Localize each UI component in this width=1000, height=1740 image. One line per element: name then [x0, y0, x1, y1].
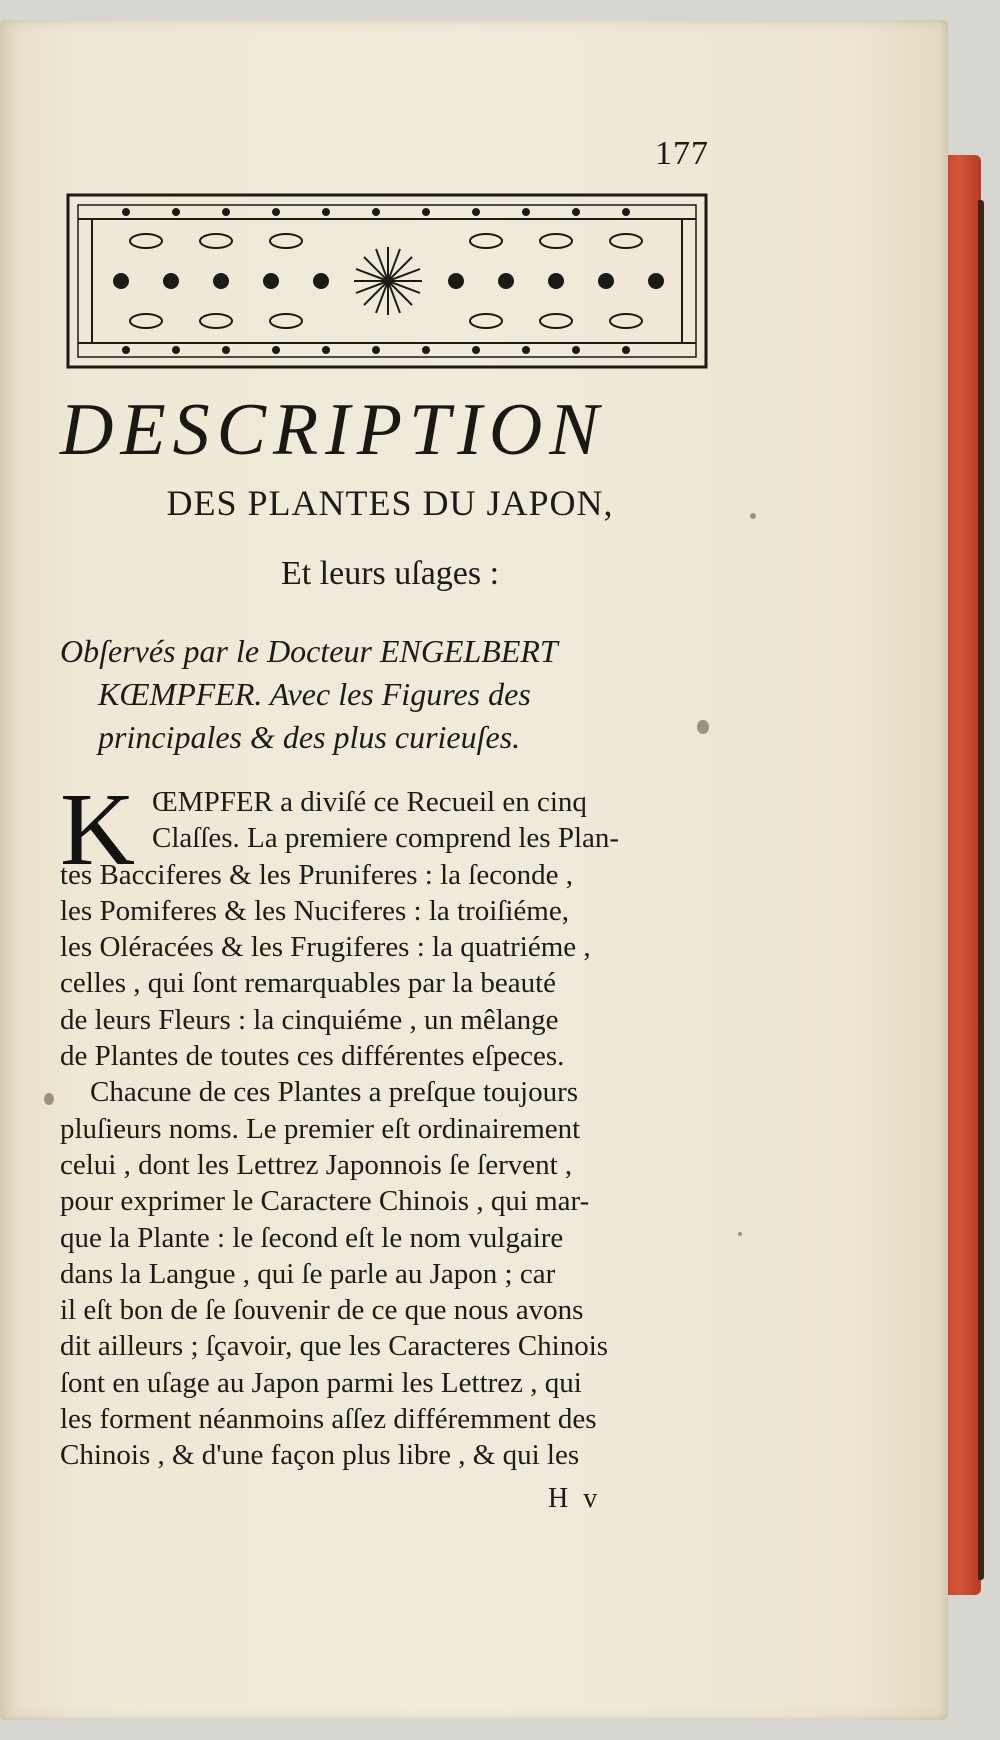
text-line: celui , dont les Lettrez Japonnois ſe ſervent , [60, 1148, 573, 1181]
observed-line: Obſervés par le Docteur ENGELBERT [60, 633, 558, 669]
ink-spot [750, 513, 756, 519]
red-page-edge [945, 155, 981, 1595]
drop-cap: K [60, 772, 136, 887]
text-line: Claſſes. La premiere comprend les Plan- [152, 822, 620, 855]
ink-spot [697, 720, 709, 734]
observed-line: KŒMPFER. Avec les Figures des [98, 676, 531, 712]
text-line: il eſt bon de ſe ſouvenir de ce que nous avons [60, 1294, 584, 1327]
text-line: tes Bacciferes & les Pruniferes : la ſeconde , [60, 858, 573, 891]
body-text [60, 772, 712, 1474]
text-line: que la Plante : le ſecond eſt le nom vulgaire [60, 1221, 564, 1254]
text-line: de Plantes de toutes ces différentes eſpeces. [60, 1040, 565, 1073]
text-line: dans la Langue , qui ſe parle au Japon ; car [60, 1257, 556, 1290]
text-line: celles , qui ſont remarquables par la beauté [60, 967, 557, 1000]
catchword: H v [548, 1483, 602, 1514]
text-line: ſont en uſage au Japon parmi les Lettrez , qui [60, 1366, 582, 1399]
subtitle-usages: Et leurs uſages : [280, 555, 500, 592]
observed-line: principales & des plus curieuſes. [98, 719, 521, 755]
book-cover-edge [978, 200, 984, 1580]
ink-spot [738, 1232, 742, 1236]
observed-by-note [60, 630, 710, 759]
text-line: les Oléracées & les Frugiferes : la quatriéme , [60, 931, 591, 964]
text-line: dit ailleurs ; ſçavoir, que les Caracteres Chinois [60, 1330, 609, 1363]
text-line: les forment néanmoins aſſez différemment des [60, 1403, 597, 1436]
text-line: Chacune de ces Plantes a preſque toujours [90, 1076, 579, 1109]
text-line: pour exprimer le Caractere Chinois , qui mar- [60, 1185, 590, 1218]
subtitle: DES PLANTES DU JAPON, [166, 483, 614, 523]
ink-spot [44, 1093, 54, 1105]
text-line: de leurs Fleurs : la cinquiéme , un mêlange [60, 1003, 559, 1036]
text-line: Chinois , & d'une façon plus libre , & qui les [60, 1439, 580, 1472]
text-line: pluſieurs noms. Le premier eſt ordinairement [60, 1112, 581, 1145]
text-line: les Pomiferes & les Nuciferes : la troiſiéme, [60, 894, 569, 927]
page-title: DESCRIPTION [60, 389, 606, 471]
ornamental-headpiece [66, 193, 708, 369]
page-number: 177 [655, 135, 709, 172]
text-line: ŒMPFER a diviſé ce Recueil en cinq [152, 786, 587, 818]
